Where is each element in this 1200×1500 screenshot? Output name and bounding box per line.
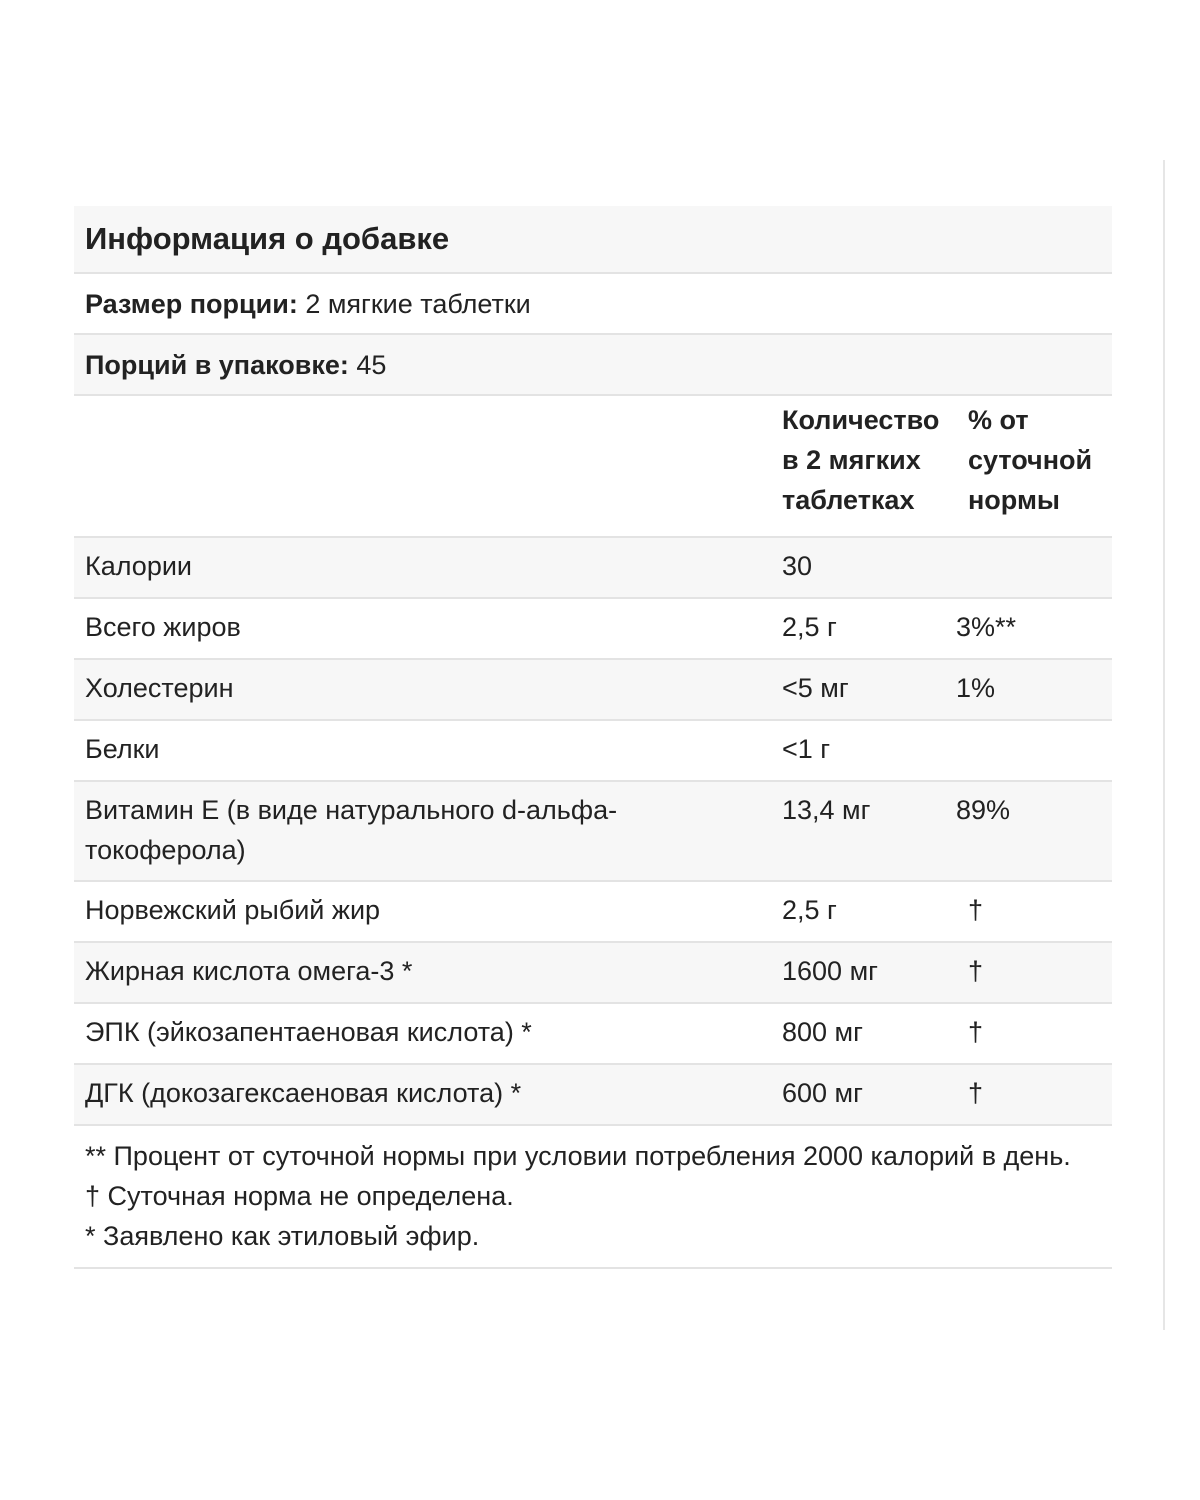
- nutrient-name: Жирная кислота омега-3 *: [85, 956, 413, 986]
- nutrient-amount: 800 мг: [782, 1017, 863, 1047]
- nutrient-name: Калории: [85, 551, 192, 581]
- table-row: [74, 660, 1112, 721]
- servings-per-container-row: [74, 335, 1112, 396]
- table-row: [74, 882, 1112, 943]
- nutrient-amount: 2,5 г: [782, 612, 837, 642]
- table-row: [74, 782, 1112, 882]
- header-daily-value: % от суточной нормы: [968, 405, 1093, 515]
- nutrient-amount: 2,5 г: [782, 895, 837, 925]
- nutrient-daily-value: [956, 729, 1112, 770]
- serving-size-row: [74, 274, 1112, 335]
- nutrient-name: Белки: [85, 734, 160, 764]
- servings-value: 45: [348, 349, 387, 380]
- nutrient-daily-value: [956, 546, 1112, 587]
- table-header: [74, 396, 1112, 538]
- panel-title: Информация о добавке: [74, 206, 1112, 274]
- serving-size-label: Размер порции:: [85, 288, 298, 319]
- nutrient-daily-value: †: [968, 895, 984, 925]
- nutrient-daily-value: 1%: [956, 673, 996, 703]
- header-name-cell: [74, 400, 771, 536]
- footnotes: [74, 1126, 1112, 1269]
- nutrient-daily-value: 89%: [956, 795, 1011, 825]
- nutrient-daily-value: 3%**: [956, 612, 1017, 642]
- table-row: [74, 538, 1112, 599]
- table-row: [74, 721, 1112, 782]
- nutrient-name: Холестерин: [85, 673, 234, 703]
- nutrient-amount: 1600 мг: [782, 956, 878, 986]
- nutrient-name: Всего жиров: [85, 612, 241, 642]
- serving-size-value: 2 мягкие таблетки: [297, 288, 531, 319]
- nutrient-name: ЭПК (эйкозапентаеновая кислота) *: [85, 1017, 532, 1047]
- nutrient-name: ДГК (докозагексаеновая кислота) *: [85, 1078, 522, 1108]
- table-row: [74, 1065, 1112, 1126]
- footnote-daily-value: ** Процент от суточной нормы при условии потребления 2000 калорий в день.: [85, 1141, 1071, 1171]
- nutrient-amount: 600 мг: [782, 1078, 863, 1108]
- table-row: [74, 943, 1112, 1004]
- footnote-ethyl-ester: * Заявлено как этиловый эфир.: [85, 1221, 480, 1251]
- nutrient-amount: 13,4 мг: [782, 795, 871, 825]
- table-row: [74, 599, 1112, 660]
- table-row: [74, 1004, 1112, 1065]
- nutrient-amount: <5 мг: [782, 673, 849, 703]
- header-amount: Количество в 2 мягких таблетках: [782, 405, 940, 515]
- nutrient-amount: <1 г: [782, 734, 831, 764]
- nutrient-amount: 30: [782, 551, 813, 581]
- nutrient-daily-value: †: [968, 1078, 984, 1108]
- nutrient-name: Норвежский рыбий жир: [85, 895, 381, 925]
- supplement-facts-panel: [74, 206, 1112, 1269]
- footnote-dagger: † Суточная норма не определена.: [85, 1181, 514, 1211]
- right-divider: [1163, 160, 1165, 1330]
- servings-label: Порций в упаковке:: [85, 349, 349, 380]
- nutrient-name: Витамин E (в виде натурального d-альфа-токоферола): [85, 795, 618, 865]
- nutrient-daily-value: †: [968, 956, 984, 986]
- nutrient-daily-value: †: [968, 1017, 984, 1047]
